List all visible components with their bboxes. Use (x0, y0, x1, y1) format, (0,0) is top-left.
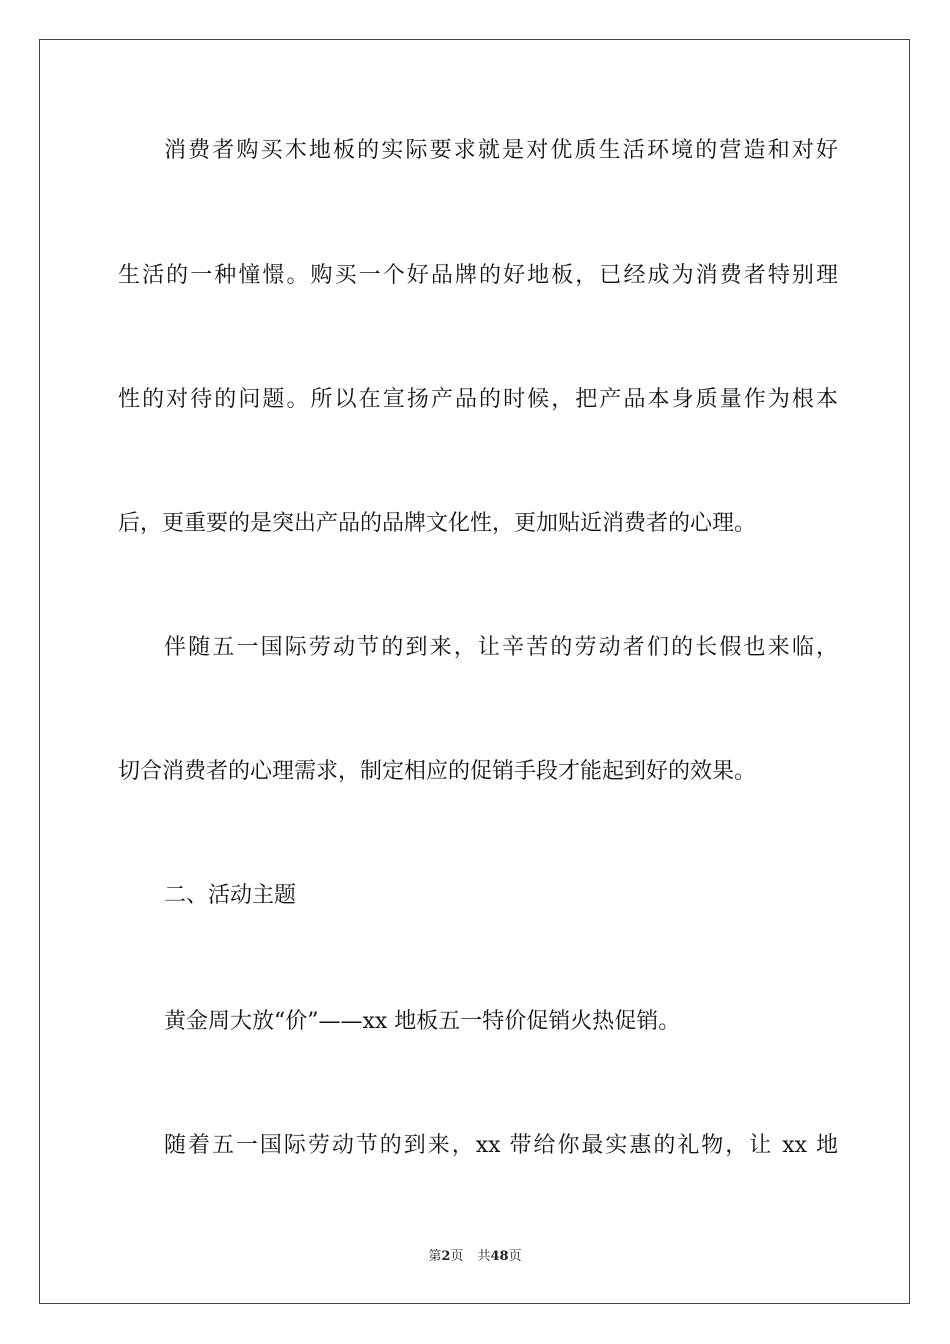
footer-total-suffix: 页 (508, 1249, 522, 1264)
paragraph-line: 伴随五一国际劳动节的到来，让辛苦的劳动者们的长假也来临， (164, 635, 838, 660)
footer-page-suffix: 页 (450, 1249, 464, 1264)
paragraph-line: 生活的一种憧憬。购买一个好品牌的好地板，已经成为消费者特别理 (118, 263, 838, 288)
page-border (39, 39, 910, 1304)
section-heading: 二、活动主题 (164, 883, 297, 908)
page-footer (0, 1248, 950, 1266)
footer-page-current: 2 (441, 1249, 451, 1264)
paragraph-line: 切合消费者的心理需求，制定相应的促销手段才能起到好的效果。 (118, 759, 757, 784)
paragraph-line: 消费者购买木地板的实际要求就是对优质生活环境的营造和对好 (164, 138, 838, 163)
footer-total-prefix: 共 (477, 1249, 491, 1264)
paragraph-line: 黄金周大放“价”——xx 地板五一特价促销火热促销。 (164, 1009, 681, 1034)
paragraph-line: 性的对待的问题。所以在宣扬产品的时候，把产品本身质量作为根本 (118, 387, 838, 412)
paragraph-line: 随着五一国际劳动节的到来，xx 带给你最实惠的礼物，让 xx 地 (164, 1133, 838, 1158)
paragraph-line: 后，更重要的是突出产品的品牌文化性，更加贴近消费者的心理。 (118, 511, 757, 536)
footer-page-total: 48 (490, 1249, 509, 1264)
footer-page-prefix: 第 (428, 1249, 442, 1264)
